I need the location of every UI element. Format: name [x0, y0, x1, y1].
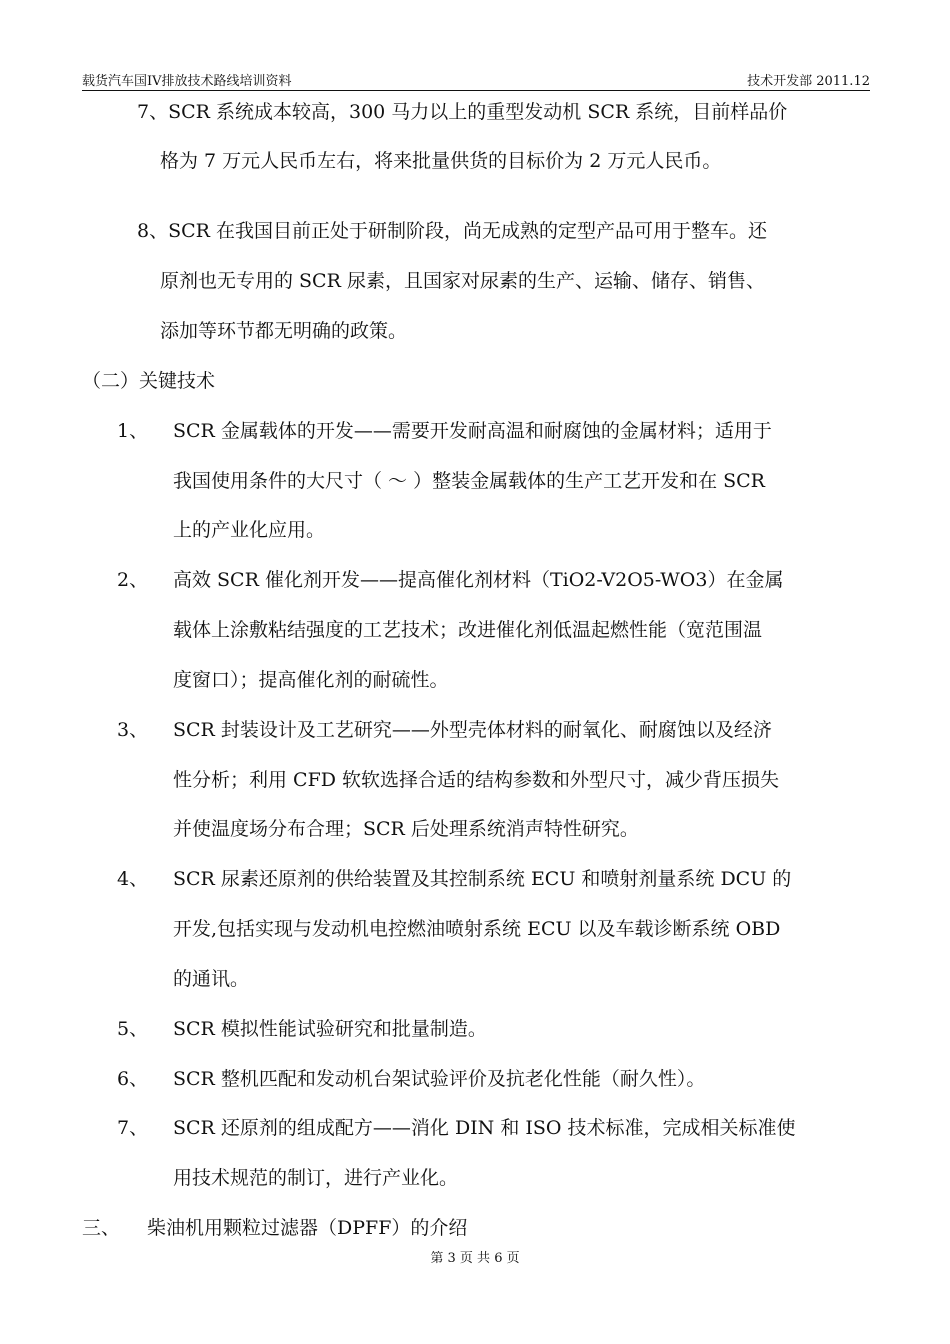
key-item-3-line-1: SCR 封装设计及工艺研究——外型壳体材料的耐氧化、耐腐蚀以及经济	[173, 719, 772, 741]
key-item-1-line-1: SCR 金属载体的开发——需要开发耐高温和耐腐蚀的金属材料；适用于	[173, 420, 772, 442]
header-department-date: 技术开发部 2011.12	[747, 74, 870, 89]
key-item-7-line-1: SCR 还原剂的组成配方——消化 DIN 和 ISO 技术标准，完成相关标准使	[173, 1117, 796, 1139]
intro-item-8-line-1: 8、SCR 在我国目前正处于研制阶段，尚无成熟的定型产品可用于整车。还	[137, 220, 767, 242]
page-footer: 第 3 页 共 6 页	[430, 1251, 520, 1266]
key-item-4-line-1: SCR 尿素还原剂的供给装置及其控制系统 ECU 和喷射剂量系统 DCU 的	[173, 868, 792, 890]
section-3-number: 三、	[82, 1217, 121, 1239]
section-3-title: 柴油机用颗粒过滤器（DPFF）的介绍	[147, 1217, 468, 1239]
intro-item-7-line-2: 格为 7 万元人民币左右，将来批量供货的目标价为 2 万元人民币。	[160, 150, 722, 172]
key-item-1-line-2: 我国使用条件的大尺寸（ ～ ）整装金属载体的生产工艺开发和在 SCR	[173, 470, 765, 492]
key-item-3-line-2: 性分析；利用 CFD 软软选择合适的结构参数和外型尺寸，减少背压损失	[173, 769, 780, 791]
key-item-4-line-3: 的通讯。	[173, 968, 250, 990]
key-item-5-number: 5、	[117, 1018, 149, 1040]
key-item-1-line-3: 上的产业化应用。	[173, 519, 326, 541]
key-item-2-line-1: 高效 SCR 催化剂开发——提高催化剂材料（TiO2-V2O5-WO3）在金属	[173, 569, 784, 591]
intro-item-7-line-1: 7、SCR 系统成本较高，300 马力以上的重型发动机 SCR 系统，目前样品价	[137, 101, 788, 123]
section-heading-key-tech: （二）关键技术	[82, 370, 216, 392]
key-item-4-line-2: 开发,包括实现与发动机电控燃油喷射系统 ECU 以及车载诊断系统 OBD	[173, 918, 781, 940]
key-item-1-number: 1、	[117, 420, 149, 442]
key-item-7-number: 7、	[117, 1117, 149, 1139]
key-item-2-line-2: 载体上涂敷粘结强度的工艺技术；改进催化剂低温起燃性能（宽范围温	[173, 619, 763, 641]
key-item-5-line-1: SCR 模拟性能试验研究和批量制造。	[173, 1018, 487, 1040]
key-item-6-line-1: SCR 整机匹配和发动机台架试验评价及抗老化性能（耐久性）。	[173, 1068, 706, 1090]
key-item-3-line-3: 并使温度场分布合理；SCR 后处理系统消声特性研究。	[173, 818, 639, 840]
header-title: 载货汽车国IV排放技术路线培训资料	[82, 74, 292, 89]
key-item-7-line-2: 用技术规范的制订，进行产业化。	[173, 1167, 459, 1189]
key-item-2-number: 2、	[117, 569, 149, 591]
page-header	[82, 68, 870, 91]
key-item-6-number: 6、	[117, 1068, 149, 1090]
key-item-4-number: 4、	[117, 868, 149, 890]
intro-item-8-line-2: 原剂也无专用的 SCR 尿素，且国家对尿素的生产、运输、储存、销售、	[160, 270, 765, 292]
key-item-2-line-3: 度窗口）；提高催化剂的耐硫性。	[173, 669, 449, 691]
key-item-3-number: 3、	[117, 719, 149, 741]
intro-item-8-line-3: 添加等环节都无明确的政策。	[160, 320, 408, 342]
